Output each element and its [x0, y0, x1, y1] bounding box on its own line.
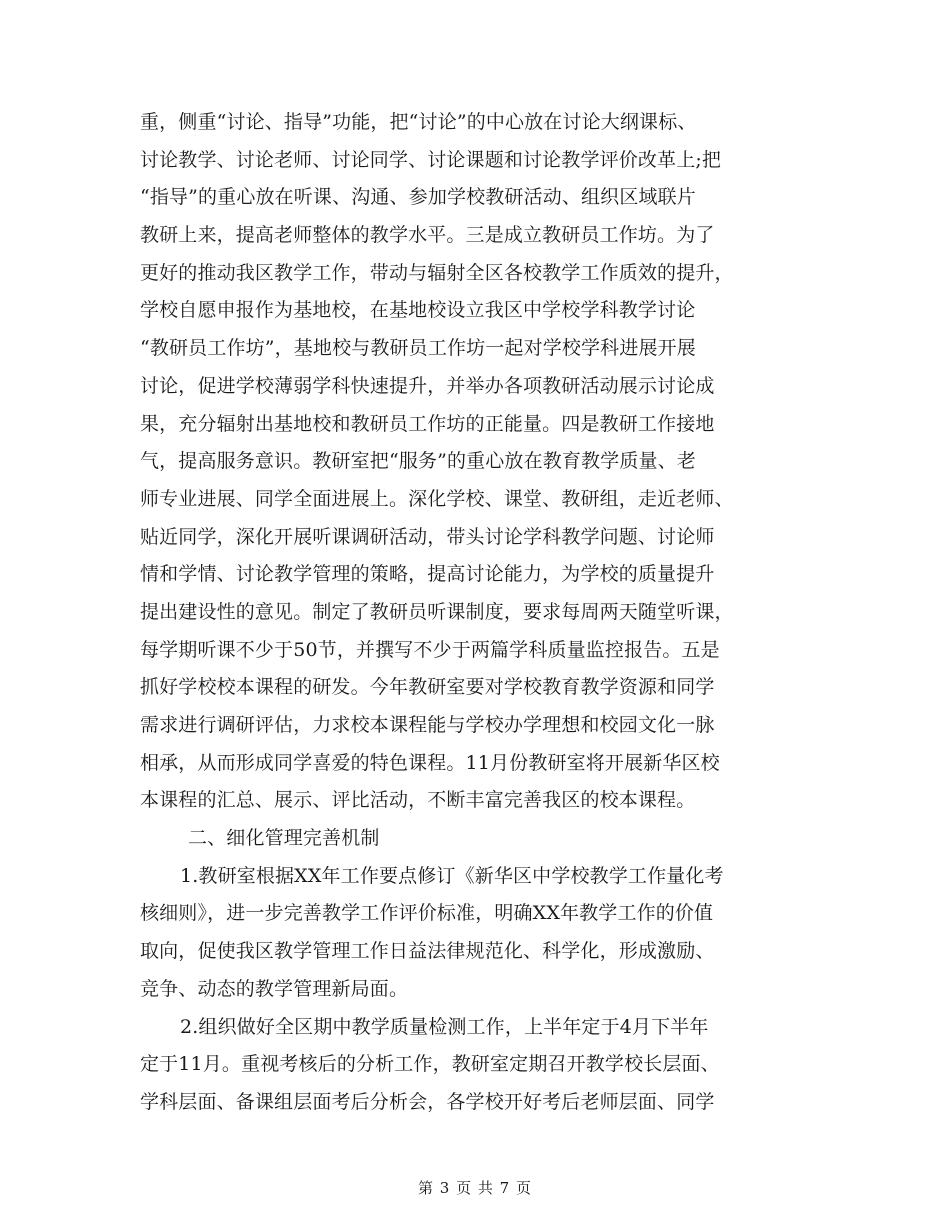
text-line: 学科层面、备课组层面考后分析会，各学校开好考后老师层面、同学	[140, 1090, 715, 1113]
text-line: 每学期听课不少于50节，并撰写不少于两篇学科质量监控报告。五是	[140, 638, 720, 661]
text-line: 讨论，促进学校薄弱学科快速提升，并举办各项教研活动展示讨论成	[140, 374, 715, 397]
text-line: “教研员工作坊”，基地校与教研员工作坊一起对学校学科进展开展	[140, 337, 696, 360]
text-line: 本课程的汇总、展示、评比活动，不断丰富完善我区的校本课程。	[140, 789, 696, 812]
section-heading: 二、细化管理完善机制	[188, 827, 380, 850]
text-line: 定于11月。重视考核后的分析工作，教研室定期召开教学校长层面、	[140, 1053, 720, 1076]
text-line: 提出建设性的意见。制定了教研员听课制度，要求每周两天随堂听课，	[140, 600, 734, 623]
text-line: 抓好学校校本课程的研发。今年教研室要对学校教育教学资源和同学	[140, 676, 715, 699]
text-line: 讨论教学、讨论老师、讨论同学、讨论课题和讨论教学评价改革上;把	[140, 148, 722, 171]
text-line: 果，充分辐射出基地校和教研员工作坊的正能量。四是教研工作接地	[140, 412, 715, 435]
body-text	[140, 104, 814, 1122]
page-number: 第 3 页 共 7 页	[418, 1179, 532, 1197]
text-line: 重，侧重“讨论、指导”功能，把“讨论”的中心放在讨论大纲课标、	[140, 111, 697, 133]
text-line: 气，提高服务意识。教研室把“服务”的重心放在教育教学质量、老	[140, 450, 696, 473]
text-line: 教研上来，提高老师整体的教学水平。三是成立教研员工作坊。为了	[140, 224, 715, 247]
text-line: 情和学情、讨论教学管理的策略，提高讨论能力，为学校的质量提升	[140, 563, 715, 586]
text-line: 贴近同学，深化开展听课调研活动，带头讨论学科教学问题、讨论师	[140, 525, 715, 548]
text-line: 1.教研室根据XX年工作要点修订《新华区中学校教学工作量化考	[180, 864, 724, 887]
text-line: 2.组织做好全区期中教学质量检测工作，上半年定于4月下半年	[180, 1015, 709, 1038]
text-line: 取向，促使我区教学管理工作日益法律规范化、科学化，形成激励、	[140, 940, 715, 963]
text-line: 需求进行调研评估，力求校本课程能与学校办学理想和校园文化一脉	[140, 714, 715, 736]
text-line: 学校自愿申报作为基地校，在基地校设立我区中学校学科教学讨论	[140, 299, 696, 322]
text-line: 相承，从而形成同学喜爱的特色课程。11月份教研室将开展新华区校	[140, 751, 720, 774]
text-line: 竞争、动态的教学管理新局面。	[140, 977, 409, 1000]
text-line: 师专业进展、同学全面进展上。深化学校、课堂、教研组，走近老师、	[140, 487, 734, 510]
text-line: 核细则》，进一步完善教学工作评价标准，明确XX年教学工作的价值	[140, 902, 714, 925]
text-line: 更好的推动我区教学工作，带动与辐射全区各校教学工作质效的提升，	[140, 261, 734, 284]
text-line: “指导”的重心放在听课、沟通、参加学校教研活动、组织区域联片	[140, 186, 696, 209]
